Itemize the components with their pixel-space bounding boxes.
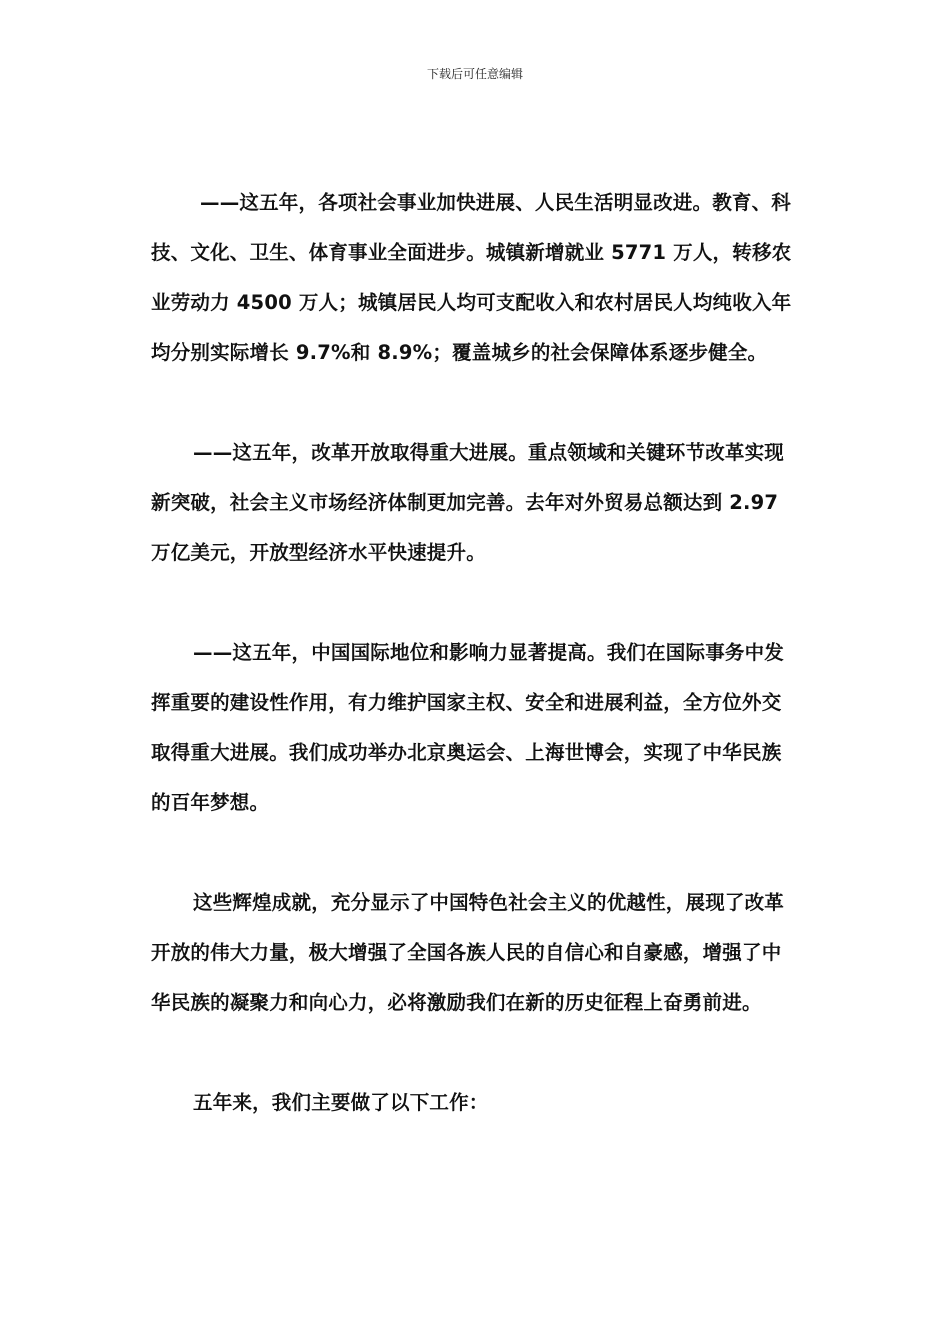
paragraph-social-progress: ——这五年，各项社会事业加快进展、人民生活明显改进。教育、科技、文化、卫生、体育事业全面进步。城镇新增就业 5771 万人，转移农业劳动力 4500 万人；城镇居民人均可支配收入和农村居民人均纯收入年均分别实际增长 9.7%和 8.9%；覆盖城乡的社会保障体系逐步健全。 bbox=[151, 191, 792, 364]
page-header: 下载后可任意编辑 bbox=[426, 67, 523, 81]
document-body bbox=[151, 178, 801, 1178]
paragraph-work-intro: 五年来，我们主要做了以下工作： bbox=[193, 1091, 489, 1114]
paragraph-reform-opening: ——这五年，改革开放取得重大进展。重点领域和关键环节改革实现新突破，社会主义市场经济体制更加完善。去年对外贸易总额达到 2.97 万亿美元，开放型经济水平快速提升。 bbox=[151, 441, 785, 564]
paragraph-international-status: ——这五年，中国国际地位和影响力显著提高。我们在国际事务中发挥重要的建设性作用，有力维护国家主权、安全和进展利益，全方位外交取得重大进展。我们成功举办北京奥运会、上海世博会，实现了中华民族的百年梦想。 bbox=[151, 641, 785, 814]
paragraph-achievements-summary: 这些辉煌成就，充分显示了中国特色社会主义的优越性，展现了改革开放的伟大力量，极大增强了全国各族人民的自信心和自豪感，增强了中华民族的凝聚力和向心力，必将激励我们在新的历史征程上奋勇前进。 bbox=[151, 891, 785, 1014]
